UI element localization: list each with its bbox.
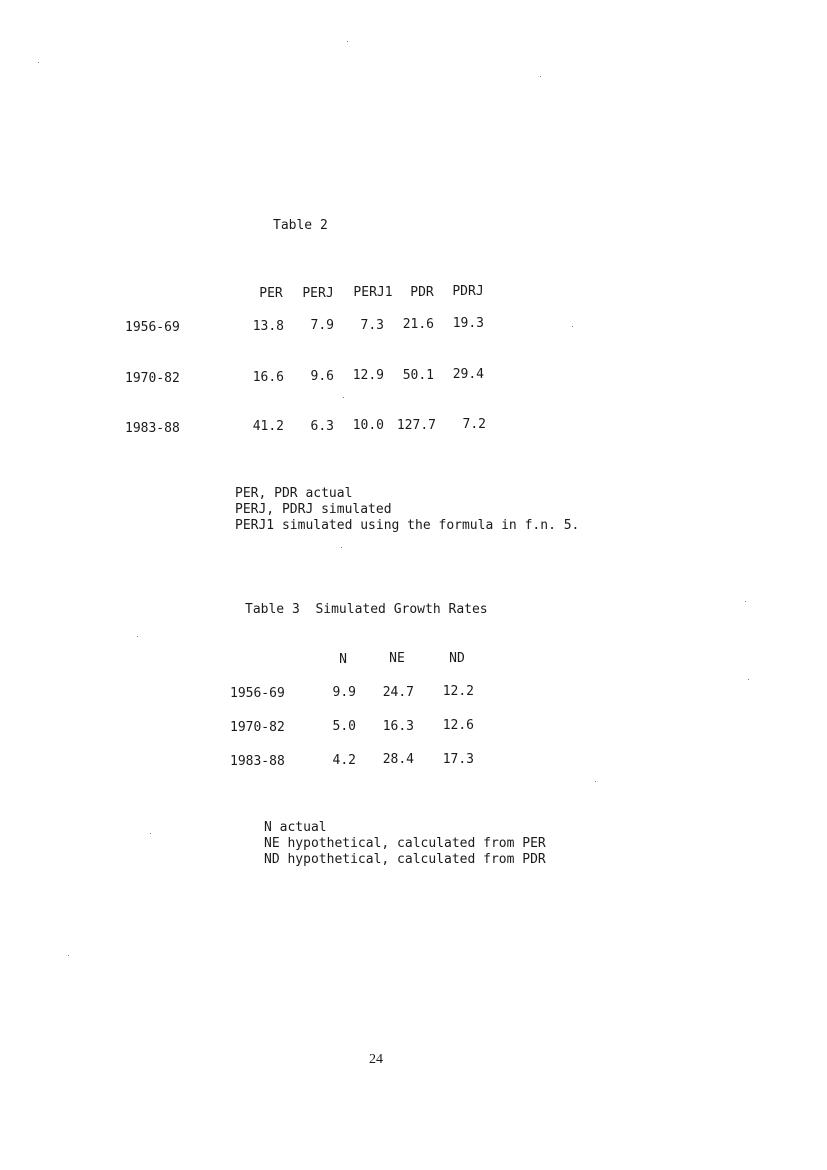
table2-cell: 10.0: [352, 418, 384, 433]
table2-cell: 19.3: [452, 316, 484, 331]
table2-title: Table 2: [273, 218, 328, 233]
table3-cell: 28.4: [382, 752, 414, 767]
table2-note: PERJ, PDRJ simulated: [235, 502, 392, 517]
table2-period: 1983-88: [125, 421, 180, 436]
table2-cell: 13.8: [252, 319, 284, 334]
table3-cell: 17.3: [442, 752, 474, 767]
table2-cell: 41.2: [252, 419, 284, 434]
table3-note: NE hypothetical, calculated from PER: [264, 836, 546, 851]
page-number: 24: [369, 1052, 383, 1067]
table3-cell: 12.2: [442, 684, 474, 699]
table2-cell: 29.4: [452, 367, 484, 382]
table3-cell: 5.0: [332, 719, 356, 734]
table3-note: N actual: [264, 820, 327, 835]
table3-header-ne: NE: [389, 651, 405, 666]
table3-period: 1956-69: [230, 686, 285, 701]
table2-header-pdrj: PDRJ: [452, 284, 484, 299]
table2-note: PER, PDR actual: [235, 486, 353, 501]
table2-cell: 7.3: [360, 318, 384, 333]
table2-cell: 12.9: [352, 368, 384, 383]
table2-cell: 50.1: [402, 368, 434, 383]
table2-cell: 7.2: [462, 417, 486, 432]
table3-note: ND hypothetical, calculated from PDR: [264, 852, 546, 867]
table3-cell: 16.3: [382, 719, 414, 734]
table2-cell: 21.6: [402, 317, 434, 332]
table3-period: 1983-88: [230, 754, 285, 769]
table3-header-nd: ND: [449, 651, 465, 666]
table3-cell: 9.9: [332, 685, 356, 700]
table3-cell: 12.6: [442, 718, 474, 733]
table2-cell: 9.6: [310, 369, 334, 384]
table3-period: 1970-82: [230, 720, 285, 735]
table2-header-pdr: PDR: [410, 285, 434, 300]
table3-cell: 4.2: [332, 753, 356, 768]
table2-cell: 6.3: [310, 419, 334, 434]
table2-period: 1956-69: [125, 320, 180, 335]
table3-title: Table 3 Simulated Growth Rates: [245, 602, 488, 617]
table2-header-perj: PERJ: [302, 286, 334, 301]
table2-note: PERJ1 simulated using the formula in f.n. 5.: [235, 518, 580, 533]
table2-period: 1970-82: [125, 371, 180, 386]
table2-cell: 16.6: [252, 370, 284, 385]
table3-header-n: N: [339, 652, 347, 667]
table2-cell: 7.9: [310, 318, 334, 333]
table2-cell: 127.7: [396, 418, 436, 433]
table2-header-perj1: PERJ1: [353, 285, 393, 300]
table3-cell: 24.7: [382, 685, 414, 700]
table2-header-per: PER: [259, 286, 283, 301]
